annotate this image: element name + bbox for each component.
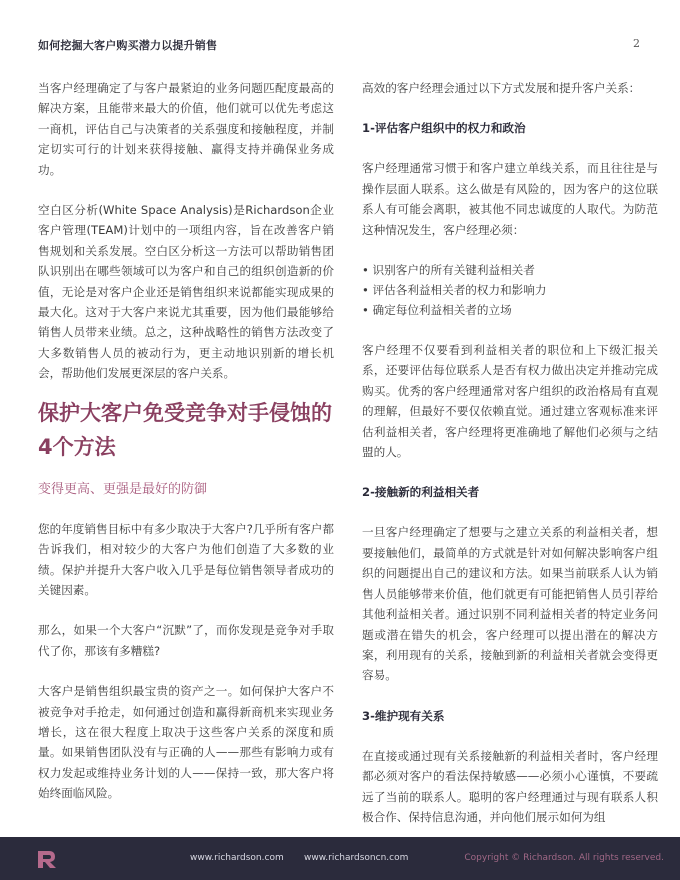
subheading-2: 2-接触新的利益相关者	[362, 485, 480, 500]
section-title: 保护大客户免受竞争对手侵蚀的4个方法	[38, 400, 332, 459]
subheading-3: 3-维护现有关系	[362, 708, 445, 723]
section-subtitle: 变得更高、更强是最好的防御	[38, 481, 208, 497]
body-paragraph: 在直接或通过现有关系接触新的利益相关者时，客户经理都必须对客户的看法保持敏感——必须小心谨慎，不要疏远了当前的联系人。聪明的客户经理通过与现有联系人积极合作、保持信息沟通，并向他们展示如何为组	[362, 748, 658, 824]
body-paragraph: 那么，如果一个大客户“沉默”了，而你发现是竞争对手取代了你，那该有多糟糕?	[38, 623, 334, 658]
body-paragraph: 客户经理不仅要看到利益相关者的职位和上下级汇报关系，还要评估每位联系人是否有权力做出决定并推动完成购买。优秀的客户经理通常对客户组织的政治格局有直观的理解，但最好不要仅依赖直觉。通过建立客观标准来评估利益相关者，客户经理将更准确地了解他们必须与之结盟的人。	[362, 343, 658, 460]
list-item: • 确定每位利益相关者的立场	[362, 300, 658, 320]
page-footer	[0, 837, 680, 880]
right-intro-paragraph: 高效的客户经理会通过以下方式发展和提升客户关系：	[362, 81, 641, 95]
bullet-list	[362, 260, 658, 320]
body-paragraph: 您的年度销售目标中有多少取决于大客户?几乎所有客户都告诉我们，相对较少的大客户为他们创造了大多数的业绩。保护并提升大客户收入几乎是每位销售领导者成功的关键因素。	[38, 521, 334, 597]
footer-link-richardsoncn-com[interactable]: www.richardsoncn.com	[304, 853, 409, 863]
list-item: • 评估各利益相关者的权力和影响力	[362, 280, 658, 300]
body-paragraph: 大客户是销售组织最宝贵的资产之一。如何保护大客户不被竞争对手抢走，如何通过创造和赢得新商机来实现业务增长，这在很大程度上取决于这些客户关系的深度和质量。如果销售团队没有与正确的人——那些有影响力或有权力发起或维持业务计划的人——保持一致，那大客户将始终面临风险。	[38, 684, 334, 801]
subheading-1: 1-评估客户组织中的权力和政治	[362, 121, 526, 136]
body-paragraph: 一旦客户经理确定了想要与之建立关系的利益相关者，想要接触他们，最简单的方式就是针对如何解决影响客户组织的问题提出自己的建议和方法。如果当前联系人认为销售人员能够带来价值，他们就更有可能把销售人员引荐给其他利益相关者。通过识别不同利益相关者的特定业务问题或潜在错失的机会，客户经理可以提出潜在的解决方案，利用现有的关系，接触到新的利益相关者就会变得更容易。	[362, 525, 658, 683]
footer-link-richardson-com[interactable]: www.richardson.com	[190, 853, 284, 863]
page-number: 2	[633, 37, 640, 50]
right-column	[362, 78, 658, 827]
left-column	[38, 78, 334, 804]
intro-paragraph: 当客户经理确定了与客户最紧迫的业务问题匹配度最高的解决方案，且能带来最大的价值，他们就可以优先考虑这一商机，评估自己与决策者的关系强度和接触程度，并制定切实可行的计划来获得接触、赢得支持并确保业务成功。	[38, 81, 334, 177]
list-item: • 识别客户的所有关键利益相关者	[362, 260, 658, 280]
richardson-logo-icon	[36, 849, 58, 869]
white-space-analysis-paragraph: 空白区分析(White Space Analysis)是Richardson企业客户管理(TEAM)计划中的一项组内容，旨在改善客户销售规划和关系发展。空白区分析这一方法可以帮助销售团队识别出在哪些领域可以为客户和自己的组织创造新的价值，无论是对客户企业还是销售组织来说都能实现成果的最大化。这对于大客户来说尤其重要，因为他们最能够给销售人员带来业绩。总之，这种战略性的销售方法改变了大多数销售人员的被动行为，更主动地识别新的增长机会，帮助他们发展更深层的客户关系。	[38, 203, 334, 381]
page-header-title: 如何挖掘大客户购买潜力以提升销售	[38, 39, 218, 52]
body-paragraph: 客户经理通常习惯于和客户建立单线关系，而且往往是与操作层面人联系。这么做是有风险的，因为客户的这位联系人有可能会离职，被其他不同忠诚度的人取代。为防范这种情况发生，客户经理必须：	[362, 161, 658, 237]
copyright-text: Copyright © Richardson. All rights reserved.	[464, 853, 664, 863]
